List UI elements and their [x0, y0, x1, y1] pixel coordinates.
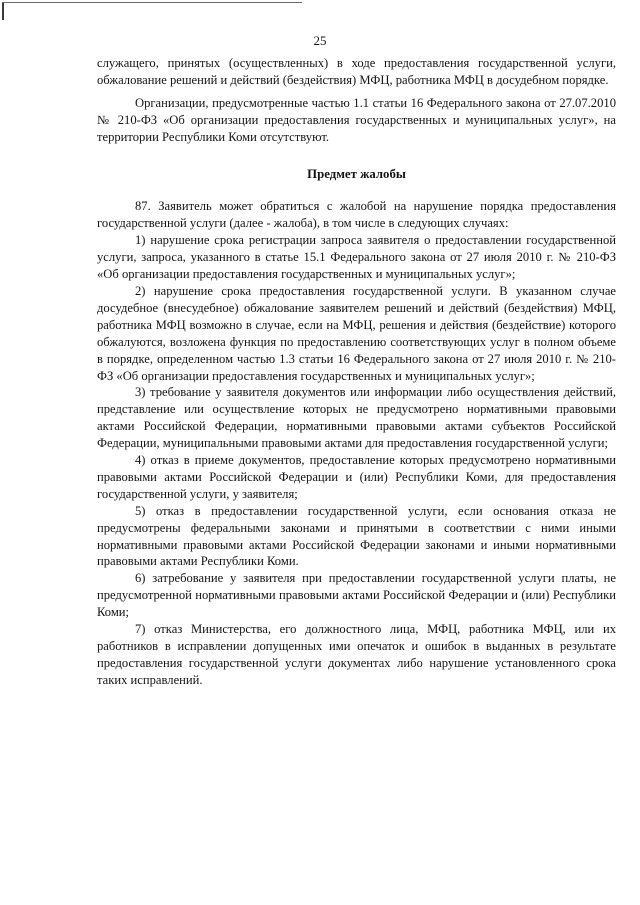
list-item-4: 4) отказ в приеме документов, предоставление которых предусмотрено нормативными правовыми актами Российской Федерации и (или) Республики Коми, для предоставления государственной услуги, у заявителя; — [97, 453, 616, 501]
list-item-6: 6) затребование у заявителя при предоставлении государственной услуги платы, не предусмотренной нормативными правовыми актами Российской Федерации и (или) Республики Коми; — [97, 571, 616, 620]
list-item-2: 2) нарушение срока предоставления государственной услуги. В указанном случае досудебное (внесудебное) обжалование заявителем решений и действий (бездействия) МФЦ, работника МФЦ возможно в случае, если на МФЦ, решения и действия (бездействие) которого обжалуются, возложена функция по предоставлению соответствующих услуг в полном объеме в порядке, определенном частью 1.3 статьи 16 Федерального закона от 27 июля 2010 г. № 210-ФЗ «Об организации предоставления государственных и муниципальных услуг»; — [97, 283, 616, 383]
section-heading: Предмет жалобы — [307, 166, 406, 181]
page-number: 25 — [313, 33, 327, 48]
scan-edge-line — [2, 2, 302, 3]
list-item-5: 5) отказ в предоставлении государственной услуги, если основания отказа не предусмотрены федеральными законами и принятыми в соответствии с ними иными нормативными правовыми актами Российской Федерации законами и иными нормативными правовыми актами Республики Коми. — [97, 503, 616, 569]
document-body — [97, 55, 616, 689]
paragraph-continuation: служащего, принятых (осуществленных) в ходе предоставления государственной услуги, обжалование решений и действий (бездействия) МФЦ, работника МФЦ в досудебном порядке. — [97, 56, 616, 87]
scan-corner-mark — [2, 2, 4, 20]
paragraph-organizations: Организации, предусмотренные частью 1.1 статьи 16 Федерального закона от 27.07.2010 № 210-ФЗ «Об организации предоставления государственных и муниципальных услуг», на территории Республики Коми отсутствуют. — [97, 95, 616, 144]
list-item-1: 1) нарушение срока регистрации запроса заявителя о предоставлении государственной услуги, запроса, указанного в статье 15.1 Федерального закона от 27 июля 2010 г. № 210-ФЗ «Об организации предоставления государственных и муниципальных услуг»; — [97, 233, 616, 282]
list-item-7: 7) отказ Министерства, его должностного лица, МФЦ, работника МФЦ, или их работников в исправлении допущенных ими опечаток и ошибок в выданных в результате предоставления государственной услуги документах либо нарушение установленного срока таких исправлений. — [97, 622, 616, 687]
list-item-3: 3) требование у заявителя документов или информации либо осуществления действий, представление или осуществление которых не предусмотрено нормативными правовыми актами Российской Федерации, нормативными правовыми актами субъектов Российской Федерации, муниципальными правовыми актами для предоставления государственной услуги; — [97, 385, 616, 451]
paragraph-intro: 87. Заявитель может обратиться с жалобой на нарушение порядка предоставления государственной услуги (далее - жалоба), в том числе в следующих случаях: — [97, 199, 616, 231]
